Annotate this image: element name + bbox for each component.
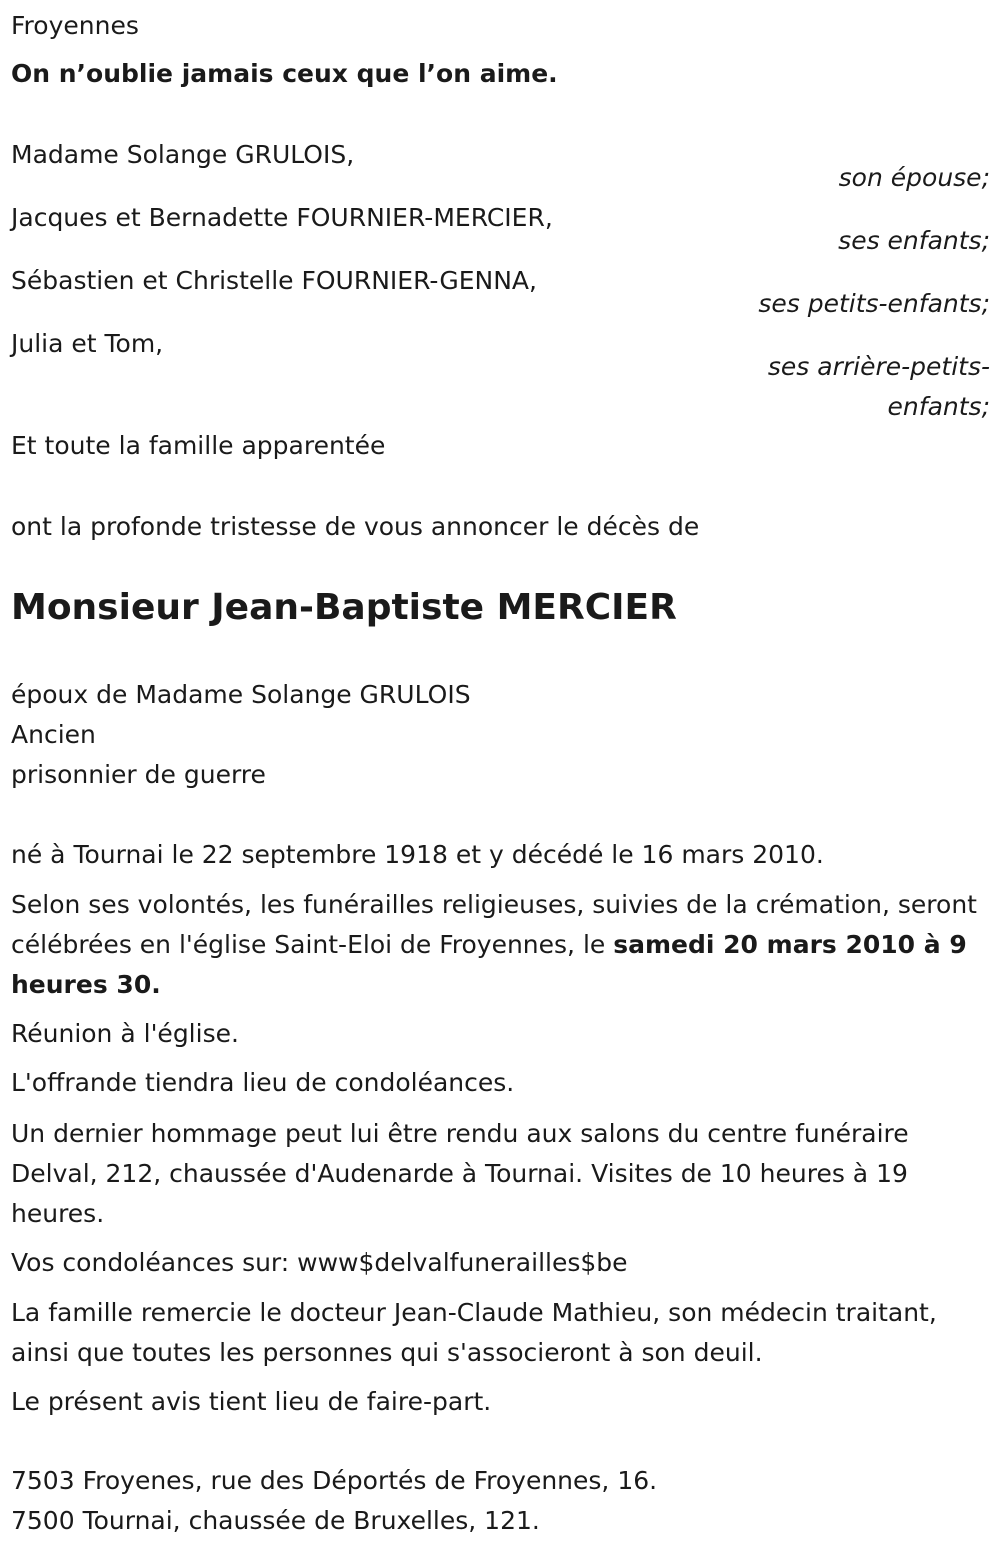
ceremony-date: samedi 20 mars 2010 à 9 heures 30. bbox=[11, 930, 967, 999]
meeting: Réunion à l'église. bbox=[11, 1019, 239, 1048]
condolences: Vos condoléances sur: www$delvalfunerailles$be bbox=[11, 1248, 628, 1277]
notice: Le présent avis tient lieu de faire-part. bbox=[11, 1387, 492, 1416]
family-name-2: Jacques et Bernadette FOURNIER-MERCIER, bbox=[11, 203, 553, 232]
spouse-line: époux de Madame Solange GRULOIS bbox=[11, 680, 471, 709]
address-2: 7500 Tournai, chaussée de Bruxelles, 121. bbox=[11, 1506, 540, 1535]
family-name-1: Madame Solange GRULOIS, bbox=[11, 140, 355, 169]
family-relation-4-line1: ses arrière-petits- bbox=[767, 352, 990, 381]
family-relation-1: son épouse; bbox=[838, 163, 990, 192]
family-relation-4-line2: enfants; bbox=[887, 392, 990, 421]
location: Froyennes bbox=[11, 11, 139, 40]
offering: L'offrande tiendra lieu de condoléances. bbox=[11, 1068, 515, 1097]
thanks: La famille remercie le docteur Jean-Claude Mathieu, son médecin traitant, ainsi que toutes les personnes qui s'associeront à son deuil. bbox=[11, 1298, 937, 1367]
title-line-2: prisonnier de guerre bbox=[11, 760, 266, 789]
birth-death: né à Tournai le 22 septembre 1918 et y décédé le 16 mars 2010. bbox=[11, 840, 824, 869]
ceremony-paragraph bbox=[11, 885, 986, 1005]
family-relation-2: ses enfants; bbox=[838, 226, 990, 255]
tribute: Un dernier hommage peut lui être rendu aux salons du centre funéraire Delval, 212, chaussée d'Audenarde à Tournai. Visites de 10 heures à 19 heures. bbox=[11, 1119, 909, 1228]
motto: On n’oublie jamais ceux que l’on aime. bbox=[11, 59, 558, 88]
family-name-3: Sébastien et Christelle FOURNIER-GENNA, bbox=[11, 266, 537, 295]
announcement: ont la profonde tristesse de vous annoncer le décès de bbox=[11, 512, 700, 541]
deceased-name: Monsieur Jean-Baptiste MERCIER bbox=[11, 587, 677, 628]
family-name-4: Julia et Tom, bbox=[11, 329, 164, 358]
ceremony-text: Selon ses volontés, les funérailles religieuses, suivies de la crémation, seront célébrées en l'église Saint-Eloi de Froyennes, le bbox=[11, 890, 977, 959]
extended-family: Et toute la famille apparentée bbox=[11, 431, 386, 460]
address-1: 7503 Froyenes, rue des Déportés de Froyennes, 16. bbox=[11, 1466, 658, 1495]
title-line-1: Ancien bbox=[11, 720, 96, 749]
family-relation-3: ses petits-enfants; bbox=[758, 289, 990, 318]
